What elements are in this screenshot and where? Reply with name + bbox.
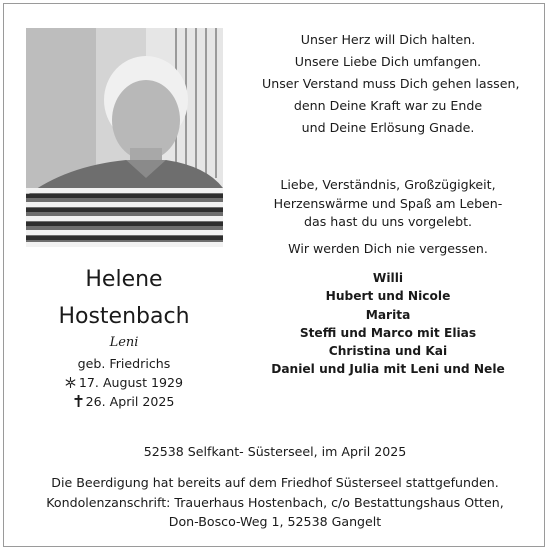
mourner-name: Daniel und Julia mit Leni und Nele [271,362,505,377]
poem-line: Wir werden Dich nie vergessen. [288,241,488,256]
poem-line: denn Deine Kraft war zu Ende [293,98,483,113]
poem-line: das hast du uns vorgelebt. [303,214,473,229]
poem-line: Herzenswärme und Spaß am Leben- [273,195,503,211]
birth-star-icon [65,373,76,392]
poem-line: Liebe, Verständnis, Großzügigkeit, [280,177,496,192]
poem-stanza-1 [262,29,520,139]
poem-line: und Deine Erlösung Gnade. [301,120,475,135]
mourner-name: Christina und Kai [328,344,448,359]
mourner-name: Willi [372,271,404,285]
deceased-nickname: Leni [109,335,139,350]
birth-date-line [24,373,224,392]
birth-name: geb. Friedrichs [77,356,171,371]
portrait-photo [26,28,223,247]
poem-stanza-3 [262,240,514,258]
info-line: Kondolenzanschrift: Trauerhaus Hostenbach, c/o Bestattungshaus Otten, [46,494,504,510]
mourner-name: Marita [365,307,411,322]
death-date-line [24,392,224,411]
poem-line: Unser Herz will Dich halten. [300,32,476,47]
poem-line: Unser Verstand muss Dich gehen lassen, [262,76,520,91]
poem-line: Unsere Liebe Dich umfangen. [294,54,482,69]
cross-icon [74,392,83,411]
deceased-last-name: Hostenbach [58,304,190,329]
deceased-first-name: Helene [85,267,163,292]
life-dates [24,354,224,411]
birth-date: 17. August 1929 [78,375,184,390]
mourner-name: Steffi und Marco mit Elias [299,325,477,340]
poem-stanza-2 [262,176,514,232]
mourners-list [262,269,514,379]
death-date: 26. April 2025 [85,394,175,409]
place-and-date: 52538 Selfkant- Süsterseel, im April 2025 [143,444,407,459]
info-line: Die Beerdigung hat bereits auf dem Friedhof Süsterseel stattgefunden. [51,475,499,490]
mourner-name: Hubert und Nicole [325,289,451,304]
funeral-info [30,473,520,532]
info-line: Don-Bosco-Weg 1, 52538 Gangelt [168,514,382,529]
